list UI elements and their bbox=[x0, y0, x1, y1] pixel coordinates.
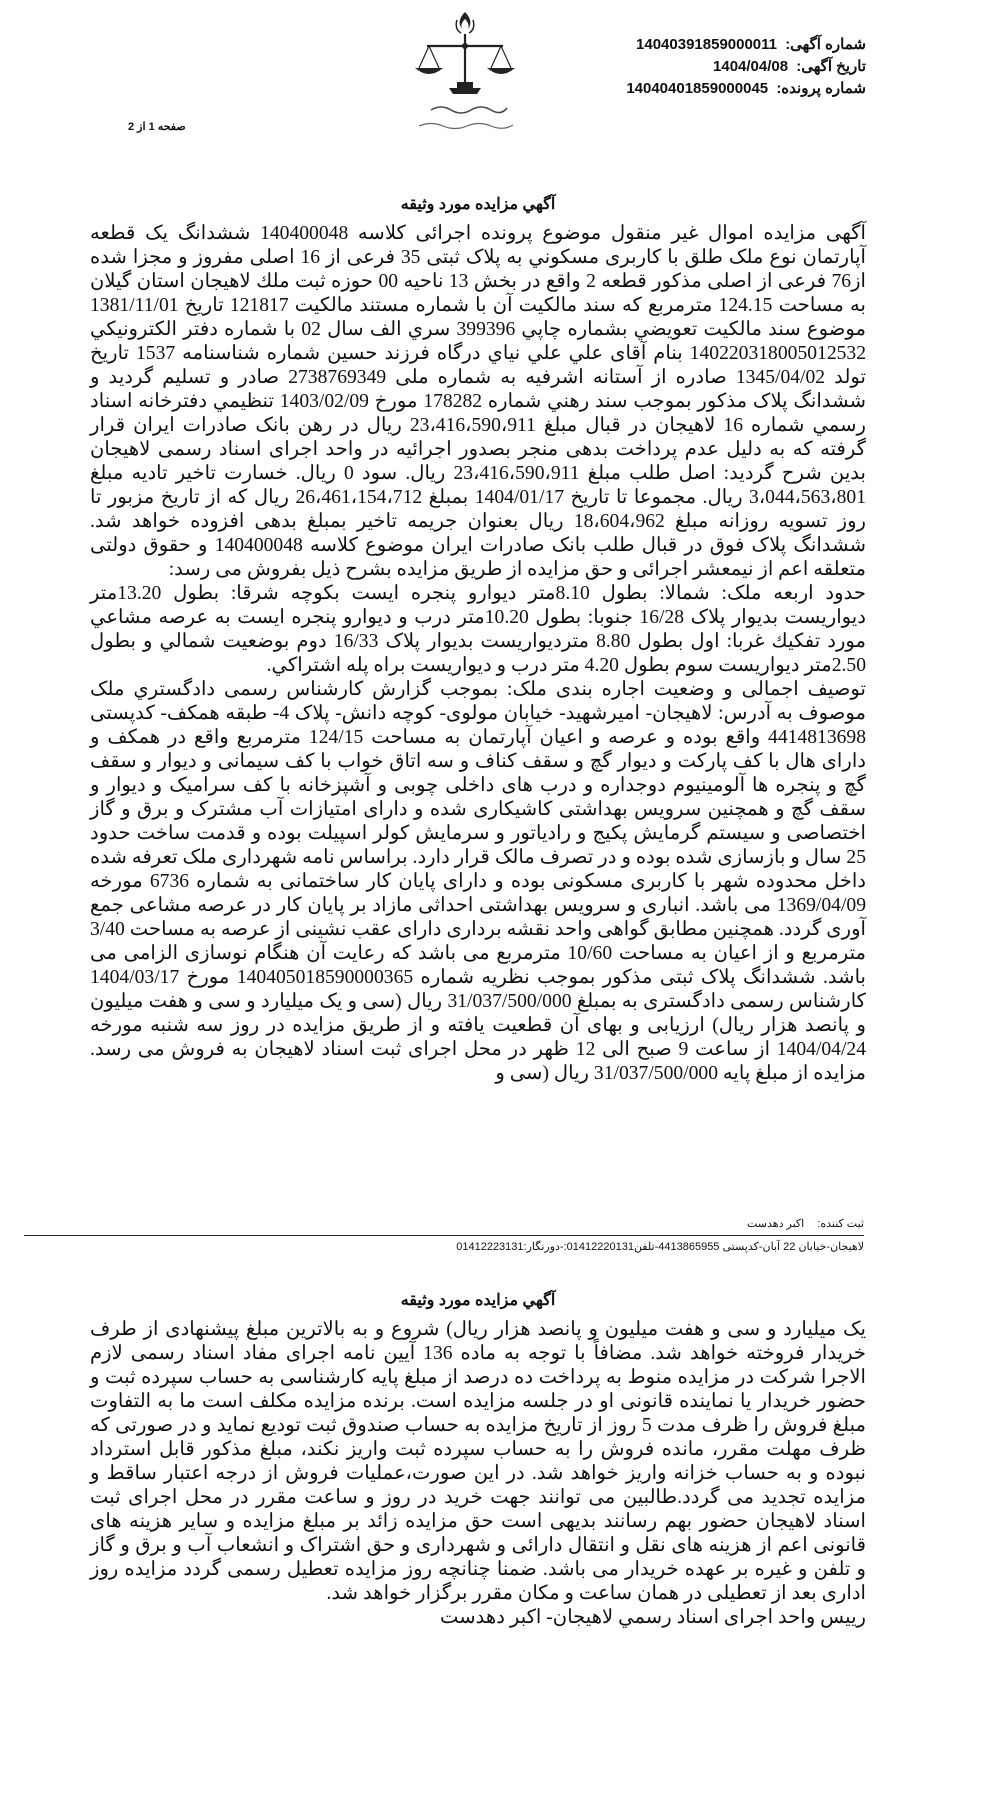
case-number: 14040401859000045 bbox=[626, 80, 769, 97]
section-2-title: آگهي مزايده مورد وثيقه bbox=[400, 1292, 556, 1309]
registrar-line bbox=[747, 1217, 864, 1230]
notice-number-label: شماره آگهی: bbox=[785, 36, 866, 53]
office-address: لاهيجان-خيابان 22 آبان-كدپستی 4413865955-تلفن01412220131:-دورنگار:01412223131 bbox=[456, 1241, 864, 1253]
notice-date-label: تاریخ آگهی: bbox=[796, 58, 866, 75]
registrar-name: اکبر دهدست bbox=[746, 1218, 805, 1230]
notice-date-row bbox=[566, 56, 866, 78]
judiciary-emblem-icon bbox=[405, 6, 525, 136]
notice-date: 1404/04/08 bbox=[713, 58, 789, 75]
notice-number-row bbox=[566, 34, 866, 56]
auction-notice-section-1 bbox=[90, 194, 866, 1086]
case-number-row bbox=[566, 78, 866, 100]
page-indicator: صفحه 1 از 2 bbox=[128, 121, 186, 133]
section-divider bbox=[24, 1235, 864, 1236]
notice-number: 14040391859000011 bbox=[636, 36, 778, 53]
notice-meta bbox=[566, 34, 866, 100]
section-1-body: آگهی مزایده اموال غیر منقول موضوع پرونده اجرائی کلاسه 140400048 ششدانگ يک قطعه آپارتمان نوع ملک طلق با کاربری مسکوني به پلاک ثبتی 35 فرعی از 16 اصلی مفروز و مجزا شده از76 فرعی از اصلی مذکور قطعه 2 واقع در بخش 13 ناحيه 00 حوزه ثبت ملك لاهيجان استان گيلان به مساحت 124.15 مترمربع که سند مالکيت آن با شماره مستند مالکيت 121817 تاريخ 1381/11/01 موضوع سند مالكيت تعويضي بشماره چاپي 399396 سري الف سال 02 با شماره دفتر الكترونيكي 140220318005012532 بنام آقای علي علي نياي درگاه فرزند حسين شماره شناسنامه 1537 تاريخ تولد 1345/04/02 صادره از آستانه اشرفيه به شماره ملی 2738769349 صادر و تسليم گرديد و ششدانگ پلاک مذکور بموجب سند رهني شماره 178282 مورخ 1403/02/09 تنظيمي دفترخانه اسناد رسمي شماره 16 لاهيجان در قبال مبلغ 23،416،590،911 ريال در رهن بانک صادرات ايران قرار گرفته که به دليل عدم پرداخت بدهی منجر بصدور اجرائيه در واحد اجرای اسناد رسمی لاهيجان بدين شرح گرديد: اصل طلب مبلغ 23،416،590،911 ريال. سود 0 ريال. خسارت تاخير تاديه مبلغ 3،044،563،801 ريال. مجموعا تا تاريخ 1404/01/17 بمبلغ 26،461،154،712 ريال که از تاريخ مزبور تا روز تسويه روزانه مبلغ 18،604،962 ريال بعنوان جريمه تاخير بمبلغ بدهی افزوده خواهد شد. ششدانگ پلاک فوق در قبال طلب بانک صادرات ايران موضوع کلاسه 140400048 و حقوق دولتی متعلقه اعم از نيمعشر اجرائی و حق مزايده از طريق مزايده بشرح ذيل بفروش می رسد: حدود اربعه ملک: شمالا: بطول 8.10متر ديوارو پنجره ايست بکوچه شرقا: بطول 13.20متر ديواريست بديوار پلاک 16/28 جنوبا: بطول 10.20متر درب و ديوارو پنجره ايست به عرصه مشاعي مورد تفکيك غربا: اول بطول 8.80 متردیواریست بدیوار پلاک 16/33 دوم بوضعيت شمالي و بطول 2.50متر دیواریست سوم بطول 4.20 متر درب و دیواریست براه پله اشتراكي. توصيف اجمالی و وضعيت اجاره بندی ملک: بموجب گزارش کارشناس رسمی دادگستري ملک موصوف به آدرس: لاهیجان- اميرشهيد- خيابان مولوی- كوچه دانش- پلاک 4- طبقه همکف- كدپستی 4414813698 واقع بوده و عرصه و اعيان آپارتمان به مساحت 124/15 مترمربع واقع در همکف و دارای هال با کف پاركت و ديوار گچ و سقف کناف و سه اتاق خواب با کف سيمانی و ديوار و سقف گچ و پنجره ها آلومينيوم دوجداره و درب های داخلی چوبی و آشپزخانه با کف سراميک و ديوار و سقف گچ و همچنين سرويس بهداشتی کاشيکاری شده و دارای امتيازات آب مشترک و برق و گاز اختصاصی و سيستم گرمايش پكيج و رادياتور و سرمايش کولر اسپيلت بوده و قدمت ساخت حدود 25 سال و بازسازی شده بوده و در تصرف مالک قرار دارد. براساس نامه شهرداری ملک تعرفه شده داخل محدوده شهر با کاربری مسکونی بوده و دارای پايان کار ساختمانی به شماره 6736 مورخه 1369/04/09 می باشد. انباری و سرويس بهداشتی احداثی مازاد بر پايان کار در عرصه مشاعی جمع آوری گردد. همچنين مطابق گواهی واحد نقشه برداری دارای عقب نشينی از عرصه به مساحت 3/40 مترمربع و از اعيان به مساحت 10/60 مترمربع می باشد که رعايت آن هنگام نوسازی الزامی می باشد. ششدانگ پلاک ثبتی مذکور بموجب نظريه شماره 140405018590000365 مورخ 1404/03/17 کارشناس رسمی دادگستری به بمبلغ 31/037/500/000 ريال (سی و يک ميليارد و سی و هفت ميليون و پانصد هزار ريال) ارزيابی و بهای آن قطعيت يافته و از طريق مزايده در روز سه شنبه مورخه 1404/04/24 از ساعت 9 صبح الی 12 ظهر در محل اجرای ثبت اسناد لاهيجان به فروش می رسد. مزايده از مبلغ پايه 31/037/500/000 ريال (سی و bbox=[90, 223, 867, 1084]
section-1-title: آگهي مزايده مورد وثيقه bbox=[400, 196, 556, 213]
section-2-body: يک ميليارد و سی و هفت ميليون و پانصد هزار ريال) شروع و به بالاترين مبلغ پيشنهادی از طرف خريدار فروخته خواهد شد. مضافاً با توجه به ماده 136 آيين نامه اجرای مفاد اسناد رسمی لازم الاجرا شرکت در مزايده منوط به پرداخت ده درصد از مبلغ پايه کارشناسی به حساب سپرده ثبت و حضور خريدار يا نماينده قانونی او در جلسه مزايده است. برنده مزايده مکلف است ما به التفاوت مبلغ فروش را ظرف مدت 5 روز از تاريخ مزايده به حساب صندوق ثبت توديع نمايد و در صورتی که ظرف مهلت مقرر، مانده فروش را به حساب سپرده ثبت واريز نکند، مبلغ مذکور قابل استرداد نبوده و به حساب خزانه واريز خواهد شد. در اين صورت،عمليات فروش از درجه اعتبار ساقط و مزايده تجديد می گردد.طالبين می توانند جهت خريد در روز و ساعت مقرر در محل اجرای ثبت اسناد لاهيجان حضور بهم رسانند بديهی است حق مزايده زائد بر مبلغ مزايده و ساير هزينه های قانونی اعم از هزينه های نقل و انتقال دارائی و شهرداری و حق اشتراک و انشعاب آب و برق و گاز و تلفن و غيره بر عهده خريدار می باشد. ضمنا چنانچه روز مزايده تعطيل رسمی گردد مزايده روز اداری بعد از تعطيلی در همان ساعت و مكان مقرر برگزار خواهد شد. رييس واحد اجرای اسناد رسمي لاهيجان- اکبر دهدست bbox=[90, 1319, 867, 1628]
registrar-label: ثبت کننده: bbox=[817, 1218, 864, 1230]
auction-notice-section-2 bbox=[90, 1290, 866, 1630]
case-number-label: شماره پرونده: bbox=[776, 80, 866, 97]
